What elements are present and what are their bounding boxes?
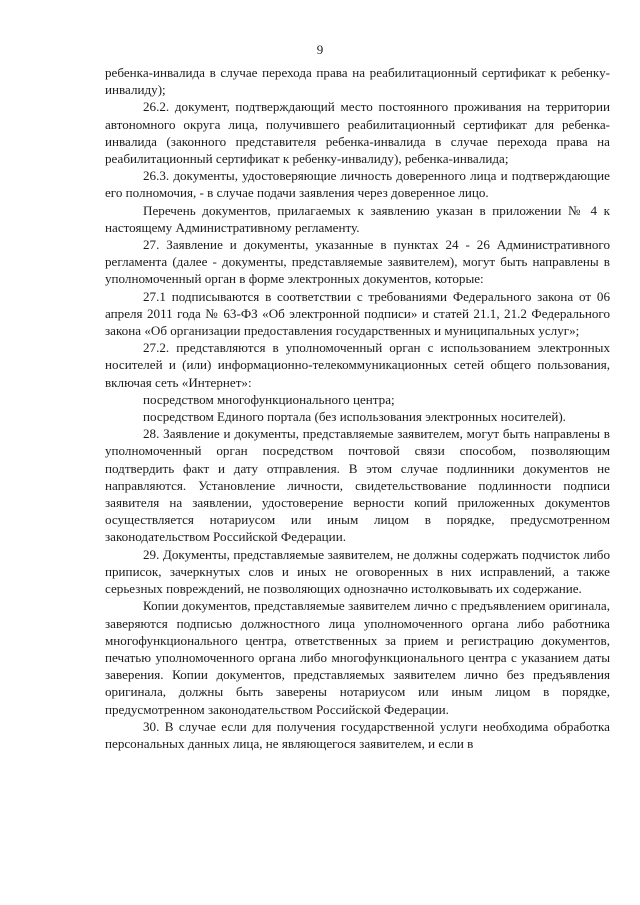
document-body [105, 64, 610, 752]
paragraph: Копии документов, представляемые заявителем лично с предъявлением оригинала, заверяются подписью должностного лица уполномоченного органа либо работника многофункционального центра, ответственных за прием и регистрацию документов, печатью уполномоченного органа либо многофункционального центра с указанием даты заверения. Копии документов, представляемых заявителем лично без предъявления оригинала, должны быть заверены нотариусом или иным лицом в порядке, предусмотренном законодательством Российской Федерации. [105, 598, 610, 717]
paragraph: 29. Документы, представляемые заявителем, не должны содержать подчисток либо приписок, зачеркнутых слов и иных не оговоренных в них исправлений, а также серьезных повреждений, не позволяющих однозначно истолковывать их содержание. [105, 546, 610, 597]
page-number: 9 [316, 42, 324, 57]
paragraph: посредством Единого портала (без использования электронных носителей). [143, 409, 566, 425]
paragraph: 26.2. документ, подтверждающий место постоянного проживания на территории автономного округа лица, получившего реабилитационный сертификат для ребенка-инвалида (законного представителя ребенка-инвалида в случае перехода права на реабилитационный сертификат к ребенку-инвалиду), ребенка-инвалида; [105, 99, 610, 167]
paragraph: ребенка-инвалида в случае перехода права на реабилитационный сертификат к ребенку-инвалиду); [105, 65, 610, 98]
paragraph: 27. Заявление и документы, указанные в пунктах 24 - 26 Административного регламента (далее - документы, представляемые заявителем), могут быть направлены в уполномоченный орган в форме электронных документов, которые: [105, 237, 610, 287]
paragraph: 30. В случае если для получения государственной услуги необходима обработка персональных данных лица, не являющегося заявителем, и если в [105, 718, 610, 751]
paragraph: Перечень документов, прилагаемых к заявлению указан в приложении № 4 к настоящему Административному регламенту. [105, 202, 610, 235]
paragraph: 26.3. документы, удостоверяющие личность доверенного лица и подтверждающие его полномочия, - в случае подачи заявления через доверенное лицо. [105, 168, 610, 201]
paragraph: 27.2. представляются в уполномоченный орган с использованием электронных носителей и (или) информационно-телекоммуникационных сетей общего пользования, включая сеть «Интернет»: [105, 340, 610, 390]
paragraph: посредством многофункционального центра; [143, 391, 395, 407]
paragraph: 27.1 подписываются в соответствии с требованиями Федерального закона от 06 апреля 2011 года № 63-ФЗ «Об электронной подписи» и статей 21.1, 21.2 Федерального закона «Об организации предоставления государственных и муниципальных услуг»; [105, 288, 610, 339]
paragraph: 28. Заявление и документы, представляемые заявителем, могут быть направлены в уполномоченный орган посредством почтовой связи способом, позволяющим подтвердить факт и дату отправления. В этом случае подлинники документов не направляются. Установление личности, свидетельствование подлинности подписи заявителя на заявлении, удостоверение верности копий приложенных документов осуществляется нотариусом или иным лицом в порядке, предусмотренном законодательством Российской Федерации. [105, 426, 610, 545]
